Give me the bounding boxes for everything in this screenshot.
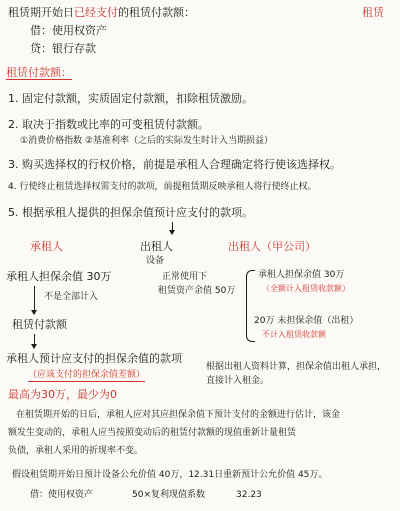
- lessor-company-head: 出租人（甲公司）: [228, 240, 316, 253]
- para-debit: 借：使用权资产: [30, 490, 94, 500]
- lessee-final: 承租人预计应支付的担保余值的款项: [6, 352, 182, 365]
- right-guarantee: 承租人担保余值 30万: [258, 270, 345, 280]
- lessee-note: 不是全部计入: [44, 292, 99, 302]
- lessee-final-note: （应该支付的担保余值差额）: [28, 370, 146, 380]
- para-line-2: 额发生变动的，承租人应当按照变动后的租赁付款额的现值重新计量租赁: [8, 428, 297, 438]
- lessor-head: 出租人: [140, 240, 173, 253]
- para-amount: 32.23: [236, 490, 262, 500]
- corner-tag: 租赁: [362, 6, 384, 19]
- unguaranteed-value: 20万 未担保余值（出租）: [254, 316, 359, 326]
- item-3: 3. 购买选择权的行权价格，前提是承租人合理确定将行使该选择权。: [8, 158, 341, 171]
- para-formula: 50×复利现值系数: [132, 490, 205, 500]
- down-arrow-icon: [172, 222, 173, 234]
- brace: [246, 270, 255, 342]
- down-arrow-icon: [34, 334, 35, 348]
- fair-value-label: 正常使用下: [162, 272, 208, 282]
- right-description: 根据出租人资料计算，担保余值出租人承担，直接计入租金。: [206, 362, 387, 386]
- item-2: 2. 取决于指数或比率的可变租赁付款额。: [8, 118, 209, 131]
- item-2-sub: ①消费价格指数 ②基准利率（之后的实际发生时计入当期损益）: [20, 136, 273, 146]
- fair-value-amount: 租赁资产余值 50万: [158, 286, 236, 296]
- lessor-sub: 设备: [146, 256, 165, 266]
- item-4: 4. 行使终止租赁选择权需支付的款项，前提租赁期反映承租人将行使终止权。: [8, 182, 317, 192]
- lessee-guarantee: 承租人担保余值 30万: [6, 270, 112, 283]
- unguaranteed-note: 不计入租赁收款额: [262, 330, 326, 339]
- down-arrow-icon: [34, 286, 35, 314]
- para-line-4: 假设租赁期开始日预计设备公允价值 40万，12.31日重新预计公允价值 45万。: [12, 470, 328, 480]
- item-1: 1. 固定付款额，实质固定付款额，扣除租赁激励。: [8, 92, 253, 105]
- range-line: 最高为30万，最少为0: [8, 388, 117, 401]
- header-suffix: 的租赁付款额：: [118, 6, 195, 19]
- right-guarantee-note: （全额计入租赁收款额）: [262, 284, 350, 293]
- header-line: [8, 6, 195, 19]
- item-5: 5. 根据承租人提供的担保余值预计应支付的款项。: [8, 206, 253, 219]
- header-credit: 贷：银行存款: [30, 42, 96, 55]
- lessee-head: 承租人: [30, 240, 63, 253]
- header-prefix: 租赁期开始日: [8, 6, 74, 19]
- header-highlight: 已经支付: [74, 6, 118, 19]
- section-title: 租赁付款额：: [6, 66, 72, 79]
- header-debit: 借：使用权资产: [30, 24, 107, 37]
- para-line-3: 负债，承租人采用的折现率不变。: [8, 446, 144, 456]
- lease-payments: 租赁付款额: [12, 318, 67, 331]
- para-line-1: 在租赁期开始的日后，承租人应对其应担保余值下预计支付的金额进行估计，该金: [16, 410, 341, 420]
